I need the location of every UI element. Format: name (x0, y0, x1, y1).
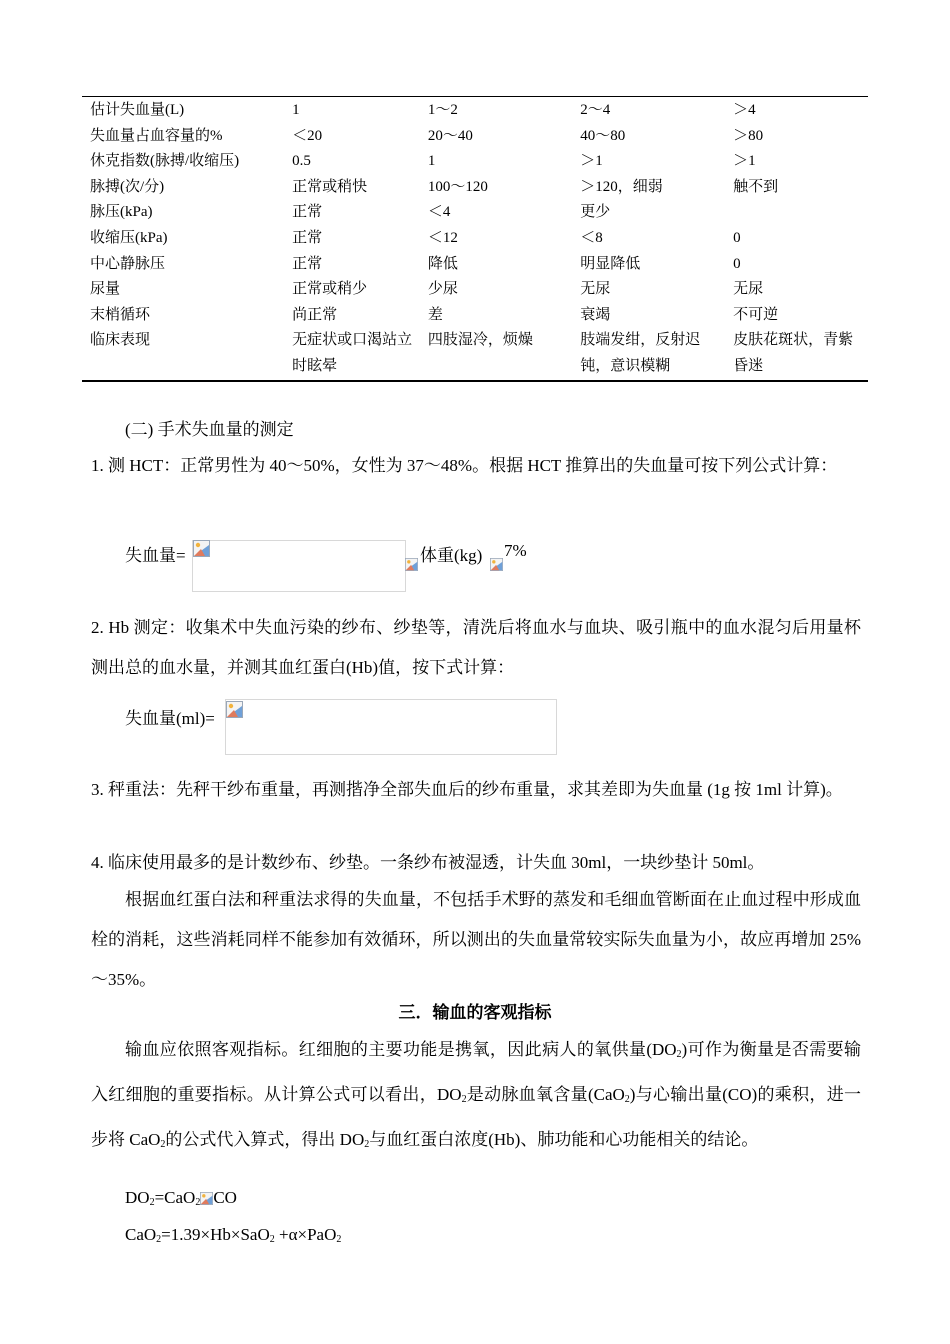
blood-loss-table (82, 96, 868, 382)
table-cell: 皮肤花斑状，青紫昏迷 (733, 332, 854, 374)
table-cell: ＜20 (292, 127, 323, 144)
subscript: 2 (336, 1234, 342, 1245)
note-text: 根据血红蛋白法和秤重法求得的失血量，不包括手术野的蒸发和毛细血管断面在止血过程中形成血栓的消耗，这些消耗同样不能参加有效循环，所以测出的失血量常较实际失血量为小，故应再增加 25%～35%。 (91, 890, 861, 989)
text-run: )可作为衡量是否需要输入红细胞的重要指标。从计算公式可以看出，DO (91, 1040, 861, 1104)
text-run: 输血应依照客观指标。红细胞的主要功能是携氧，因此病人的氧供量(DO (125, 1040, 677, 1059)
row-header-cell: 休克指数(脉搏/收缩压) (90, 153, 240, 170)
table-cell: 少尿 (427, 281, 458, 298)
table-cell: 100～120 (427, 178, 488, 195)
table-cell: 无尿 (733, 281, 764, 298)
table-cell: ＞4 (733, 102, 756, 118)
table-cell: ＞80 (733, 127, 764, 144)
subscript: 2 (624, 1094, 630, 1105)
broken-image-icon (200, 1192, 213, 1205)
table-cell: 1 (292, 102, 300, 118)
table-cell: 0.5 (292, 153, 311, 170)
text-run: 是动脉血氧含量(CaO (466, 1085, 625, 1104)
table-cell: 20～40 (427, 127, 473, 144)
row-header-cell: 尿量 (90, 281, 121, 298)
table-cell: 正常或稍快 (292, 178, 368, 195)
text-run: =CaO (154, 1188, 196, 1207)
formula1-image-placeholder (192, 540, 406, 592)
table-row (82, 328, 868, 380)
text-run: DO (125, 1188, 150, 1207)
table-row (82, 226, 868, 252)
table-cell: ＞1 (733, 153, 756, 170)
table-cell: ＞120，细弱 (580, 178, 663, 195)
broken-image-icon (405, 558, 418, 571)
section3-paragraph (91, 1030, 861, 1165)
table-cell: 0 (733, 229, 741, 246)
subscript: 2 (461, 1094, 467, 1105)
item1-text: 1. 测 HCT：正常男性为 40～50%，女性为 37～48%。根据 HCT 推算出的失血量可按下列公式计算： (91, 456, 838, 475)
text-run: 的公式代入算式，得出 DO (165, 1130, 365, 1149)
table-cell: 1 (427, 153, 436, 170)
text-run: CaO (125, 1225, 157, 1244)
table-cell: 1～2 (427, 102, 458, 118)
table-cell: 2～4 (580, 102, 611, 118)
section2-title: (二) 手术失血量的测定 (125, 420, 294, 439)
table-cell: ＞1 (580, 153, 603, 170)
table-row (82, 97, 868, 124)
table-cell: 正常 (292, 229, 323, 246)
broken-image-icon (490, 558, 503, 571)
formula2-prefix: 失血量(ml)= (125, 709, 215, 728)
formula1 (125, 541, 186, 566)
section3-heading: 三．输血的客观指标 (398, 1003, 552, 1022)
formula1-suffix: 7% (504, 541, 527, 560)
table-cell: 差 (427, 306, 443, 323)
table-cell: 肢端发绀，反射迟钝，意识模糊 (580, 332, 701, 374)
table-row (82, 175, 868, 201)
formula2-image-placeholder (225, 699, 557, 755)
table-cell: 0 (733, 255, 741, 272)
table-cell: 正常或稍少 (292, 281, 368, 298)
subscript: 2 (269, 1234, 275, 1245)
table-cell: 无症状或口渴站立时眩晕 (292, 332, 413, 374)
table-cell: 无尿 (580, 281, 611, 298)
formula1-prefix: 失血量= (125, 546, 186, 565)
row-header-cell: 收缩压(kPa) (90, 229, 168, 246)
item4-text: 4. 临床使用最多的是计数纱布、纱垫。一条纱布被湿透，计失血 30ml，一块纱垫计 50ml。 (91, 853, 765, 872)
row-header-cell: 脉压(kPa) (90, 204, 153, 221)
text-run: =1.39×Hb×SaO (161, 1225, 270, 1244)
formula1-mid: 体重(kg) (420, 546, 483, 565)
table-row (82, 149, 868, 175)
row-header-cell: 估计失血量(L) (90, 102, 185, 118)
table-cell (725, 200, 868, 226)
table-row (82, 303, 868, 329)
subscript: 2 (156, 1234, 162, 1245)
table-cell: 更少 (580, 204, 611, 221)
table-cell: 明显降低 (580, 255, 641, 272)
table-cell: 降低 (427, 255, 458, 272)
table-cell: 正常 (292, 255, 323, 272)
broken-image-icon (226, 701, 243, 718)
equation-cao2 (125, 1225, 341, 1245)
table-cell: ＜4 (427, 204, 451, 221)
formula2 (125, 704, 215, 729)
row-header-cell: 失血量占血容量的% (90, 127, 223, 144)
table-row (82, 124, 868, 150)
table-cell: 不可逆 (733, 306, 779, 323)
text-run: CO (213, 1188, 237, 1207)
table-cell: 触不到 (733, 178, 779, 195)
subscript: 2 (160, 1139, 166, 1150)
table-cell: ＜12 (427, 229, 458, 246)
subscript: 2 (676, 1049, 682, 1060)
row-header-cell: 末梢循环 (90, 306, 151, 323)
table-cell: 40～80 (580, 127, 626, 144)
table-cell: ＜8 (580, 229, 603, 246)
table-cell: 四肢湿冷，烦燥 (427, 332, 533, 349)
row-header-cell: 脉搏(次/分) (90, 178, 165, 195)
item3-text: 3. 秤重法：先秤干纱布重量，再测揩净全部失血后的纱布重量，求其差即为失血量 (1g 按 1ml 计算)。 (91, 780, 843, 799)
subscript: 2 (149, 1197, 155, 1208)
text-run: 与血红蛋白浓度(Hb)、肺功能和心功能相关的结论。 (369, 1130, 759, 1149)
table-cell: 正常 (292, 204, 323, 221)
table-row (82, 252, 868, 278)
row-header-cell: 中心静脉压 (90, 255, 166, 272)
text-run: )与心输出量(CO)的乘积，进一步将 CaO (91, 1085, 861, 1149)
table-cell: 尚正常 (292, 306, 338, 323)
table-cell: 衰竭 (580, 306, 611, 323)
table-row (82, 200, 868, 226)
table-row (82, 277, 868, 303)
row-header-cell: 临床表现 (90, 332, 151, 349)
subscript: 2 (364, 1139, 370, 1150)
table-body (82, 97, 868, 381)
equation-do2 (125, 1188, 237, 1208)
item2-text: 2. Hb 测定：收集术中失血污染的纱布、纱垫等，清洗后将血水与血块、吸引瓶中的血水混匀后用量杯测出总的血水量，并测其血红蛋白(Hb)值，按下式计算： (91, 618, 861, 677)
text-run: +α×PaO (274, 1225, 337, 1244)
subscript: 2 (195, 1197, 201, 1208)
broken-image-icon (193, 540, 210, 557)
